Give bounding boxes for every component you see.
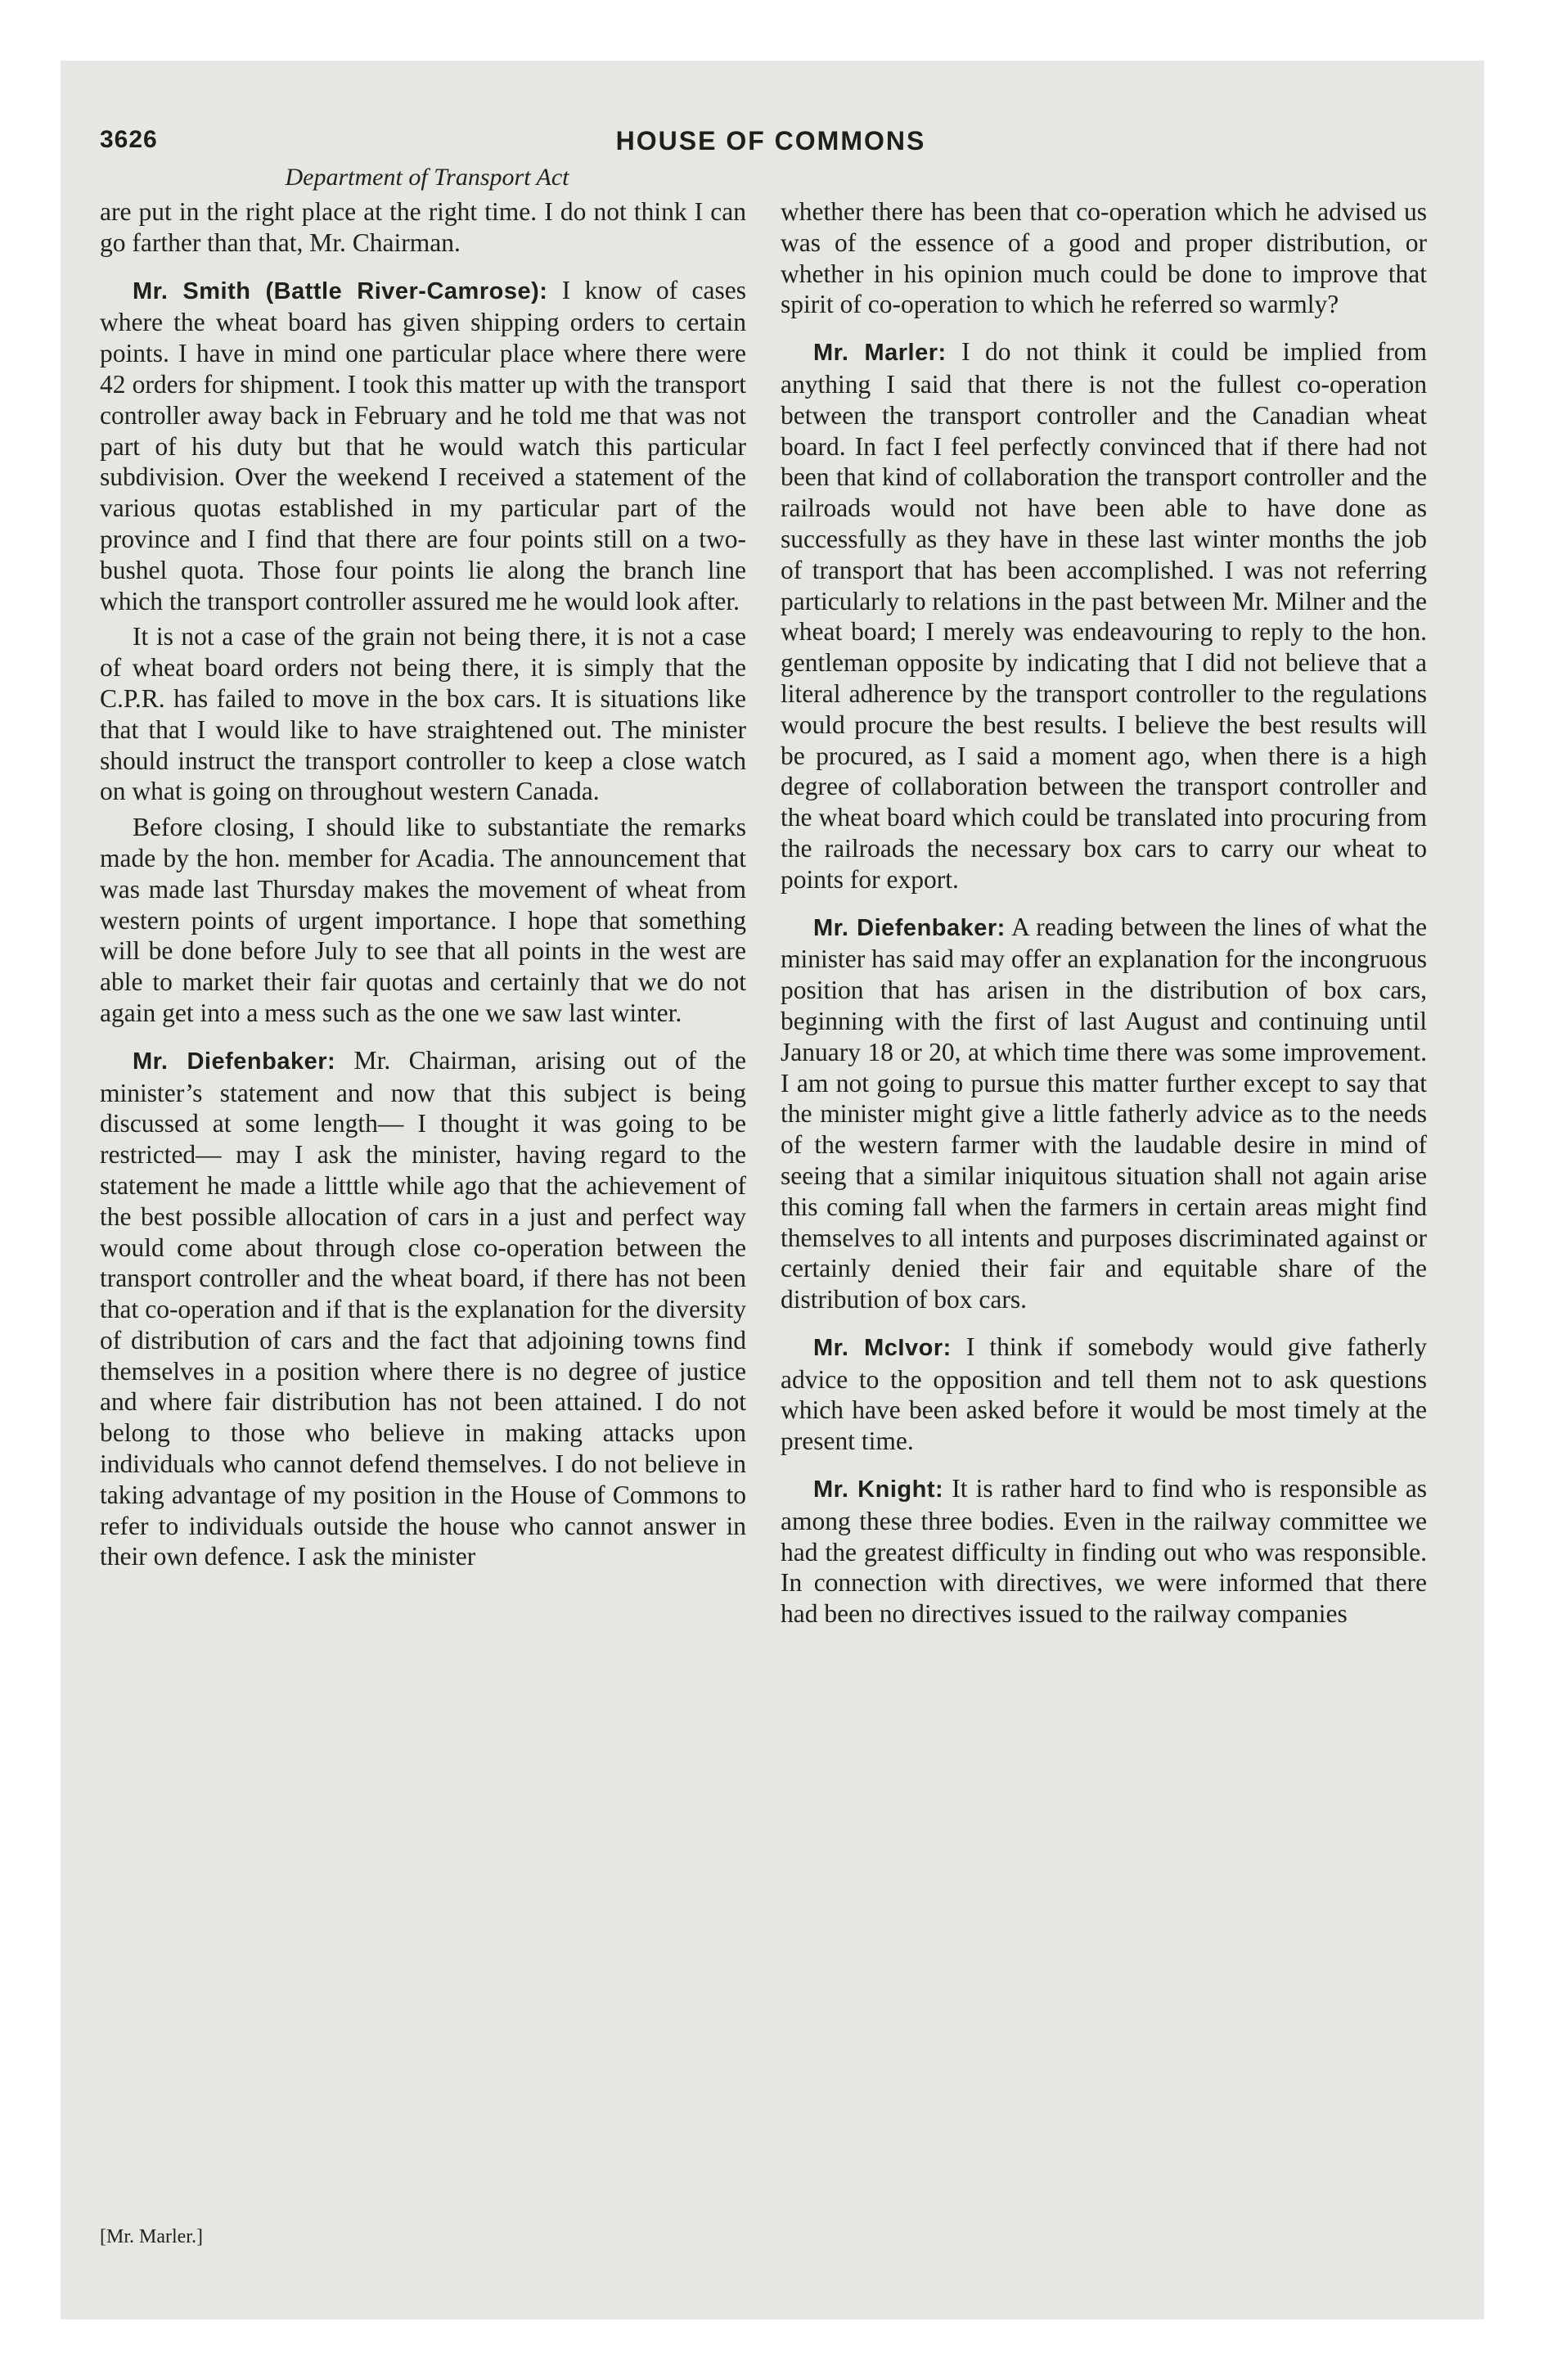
- speech-text: It is rather hard to find who is responsible as among these three bodies. Even in the railway committee we had the greatest difficulty in finding out who was responsible. In connection with directives, we were informed that there had been no directives issued to the railway companies: [781, 1474, 1427, 1629]
- paragraph: whether there has been that co-operation which he advised us was of the essence of a good and proper distribution, or whether in his opinion much could be done to improve that spirit of co-operation to which he referred so warmly?: [781, 197, 1427, 319]
- paragraph: are put in the right place at the right time. I do not think I can go farther than that, Mr. Chairman.: [100, 197, 746, 257]
- speech-text: I do not think it could be implied from anything I said that there is not the fullest co-operation between the transport controller and the Canadian wheat board. In fact I feel perfectly convinced that if there had not been that kind of collaboration the transport controller and the railroads would not have been able to have done as successfully as they have in these last winter months the job of transport that has been accomplished. I was not referring particularly to relations in the past between Mr. Milner and the wheat board; I merely was endeavouring to reply to the hon. gentleman opposite by indicating that I did not believe that a literal adherence by the transport controller to the regulations would procure the best results. I believe the best results will be procured, as I said a moment ago, when there is a high degree of collaboration between the transport controller and the wheat board which could be translated into procuring from the railroads the necessary box cars to carry our wheat to points for export.: [781, 337, 1427, 894]
- speaker-name: Mr. Diefenbaker:: [133, 1048, 336, 1075]
- running-title: HOUSE OF COMMONS: [615, 126, 926, 156]
- speech-text: I think if somebody would give fatherly advice to the opposition and tell them not to ask questions which have been asked before it would be most timely at the present time.: [781, 1332, 1427, 1456]
- speech-paragraph: [781, 1332, 1427, 1457]
- footer-note: [Mr. Marler.]: [100, 2226, 203, 2247]
- right-column: [781, 196, 1427, 1629]
- speaker-name: Mr. McIvor:: [813, 1334, 952, 1361]
- speech-paragraph: [781, 1473, 1427, 1629]
- page-header: [100, 126, 1442, 167]
- speech-text: A reading between the lines of what the minister has said may offer an explanation for the incongruous position that has arisen in the distribution of box cars, beginning with the first of last August and continuing until January 18 or 20, at which time there was some improvement. I am not going to pursue this matter further except to say that the minister might give a little fatherly advice as to the needs of the western farmer with the laudable desire in mind of seeing that a similar iniquitous situation shall not again arise this coming fall when the farmers in certain areas might find themselves to all intents and purposes discriminated against or certainly denied their fair and equitable share of the distribution of box cars.: [781, 912, 1427, 1314]
- left-column: [100, 196, 746, 1572]
- paragraph: Before closing, I should like to substantiate the remarks made by the hon. member for Acadia. The announcement that was made last Thursday makes the movement of wheat from western points of urgent importance. I hope that something will be done before July to see that all points in the west are able to market their fair quotas and certainly that we do not again get into a mess such as the one we saw last winter.: [100, 813, 746, 1027]
- speech-paragraph: [100, 1045, 746, 1573]
- page-number: 3626: [100, 126, 158, 153]
- paragraph: It is not a case of the grain not being there, it is not a case of wheat board orders not being there, it is simply that the C.P.R. has failed to move in the box cars. It is situations like that that I would like to have straightened out. The minister should instruct the transport controller to keep a close watch on what is going on throughout western Canada.: [100, 622, 746, 806]
- section-title: Department of Transport Act: [285, 164, 569, 191]
- speaker-name: Mr. Knight:: [813, 1476, 944, 1503]
- speaker-name: Mr. Marler:: [813, 340, 947, 367]
- speech-text: Mr. Chairman, arising out of the minister’s statement and now that this subject is being discussed at some length— I thought it was going to be restricted— may I ask the minister, having regard to the statement he made a litttle while ago that the achievement of the best possible allocation of cars in a just and perfect way would come about through close co-operation between the transport controller and the wheat board, if there has not been that co-operation and if that is the explanation for the diversity of distribution of cars and the fact that adjoining towns find themselves in a position where there is no degree of justice and where fair distribution has not been attained. I do not belong to those who believe in making attacks upon individuals who cannot defend themselves. I do not believe in taking advantage of my position in the House of Commons to refer to individuals outside the house who cannot answer in their own defence. I ask the minister: [100, 1045, 746, 1571]
- speech-text: I know of cases where the wheat board has given shipping orders to certain points. I have in mind one particular place where there were 42 orders for shipment. I took this matter up with the transport controller away back in February and he told me that was not part of his duty but that he would watch this particular subdivision. Over the weekend I received a statement of the various quotas established in my particular part of the province and I find that there are four points still on a two-bushel quota. Those four points lie along the branch line which the transport controller assured me he would look after.: [100, 275, 746, 615]
- speaker-name: Mr. Diefenbaker:: [813, 914, 1006, 941]
- speech-paragraph: [100, 275, 746, 617]
- speech-paragraph: [781, 912, 1427, 1315]
- speech-paragraph: [781, 336, 1427, 895]
- speaker-name: Mr. Smith (Battle River-Camrose):: [133, 277, 548, 304]
